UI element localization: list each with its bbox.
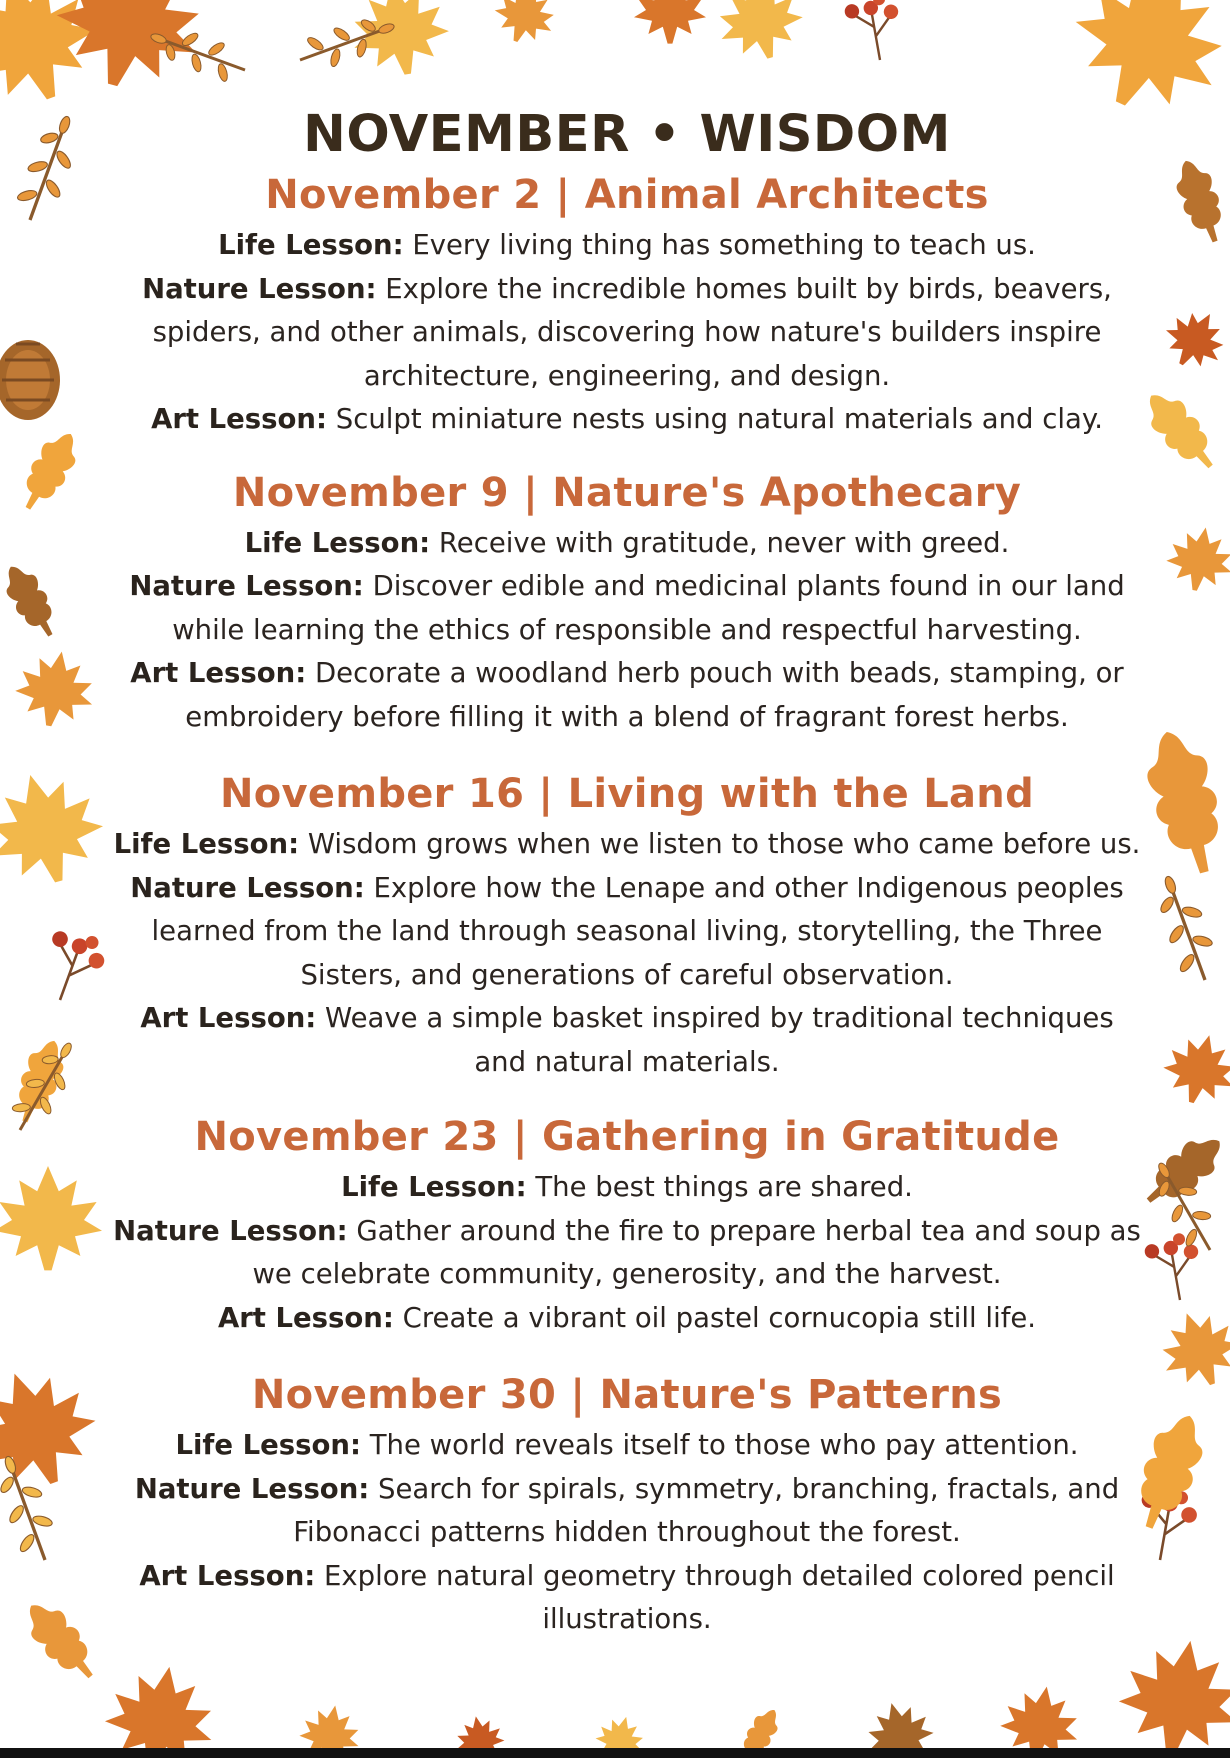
- art-lesson: [112, 1297, 1142, 1341]
- art-lesson: [112, 398, 1142, 442]
- event-heading: November 30 | Nature's Patterns: [251, 1372, 1003, 1418]
- art-lesson-text: Sculpt miniature nests using natural materials and clay.: [335, 403, 1103, 435]
- life-lesson-label: Life Lesson:: [218, 229, 404, 261]
- event-heading: November 23 | Gathering in Gratitude: [194, 1114, 1060, 1160]
- schedule-content: [112, 102, 1142, 1642]
- nature-lesson-text: Discover edible and medicinal plants found in our land while learning the ethics of responsible and respectful harvesting.: [172, 570, 1125, 646]
- nature-lesson-text: Gather around the fire to prepare herbal tea and soup as we celebrate community, generosity, and the harvest.: [252, 1214, 1141, 1290]
- nature-lesson-text: Search for spirals, symmetry, branching, fractals, and Fibonacci patterns hidden throughout the forest.: [293, 1472, 1120, 1548]
- event-november-16: [112, 765, 1142, 1084]
- art-lesson-label: Art Lesson:: [130, 657, 307, 689]
- life-lesson: [112, 823, 1142, 867]
- art-lesson-text: Create a vibrant oil pastel cornucopia still life.: [402, 1301, 1037, 1334]
- event-november-9: [112, 464, 1142, 740]
- bottom-edge-bar: [0, 1748, 1230, 1758]
- nature-lesson: [112, 1210, 1142, 1297]
- event-november-23: [112, 1108, 1142, 1340]
- art-lesson: [112, 997, 1142, 1084]
- nature-lesson-label: Nature Lesson:: [129, 570, 364, 602]
- nature-lesson: [112, 565, 1142, 652]
- event-heading: November 2 | Animal Architects: [265, 172, 989, 218]
- pinecone-icon: [0, 340, 60, 420]
- life-lesson: [112, 224, 1142, 268]
- nature-lesson-text: Explore how the Lenape and other Indigenous peoples learned from the land through seasonal living, storytelling, the Three Sisters, and generations of careful observation.: [151, 871, 1124, 991]
- nature-lesson-label: Nature Lesson:: [113, 1214, 348, 1247]
- life-lesson-text: Wisdom grows when we listen to those who came before us.: [307, 828, 1141, 860]
- art-lesson-label: Art Lesson:: [139, 1559, 316, 1592]
- nature-lesson: [112, 1468, 1142, 1555]
- art-lesson-text: Explore natural geometry through detailed colored pencil illustrations.: [324, 1559, 1115, 1635]
- event-november-2: [112, 166, 1142, 442]
- event-november-30: [112, 1366, 1142, 1642]
- life-lesson-text: The best things are shared.: [535, 1171, 913, 1203]
- life-lesson-text: Receive with gratitude, never with greed.: [438, 526, 1010, 559]
- event-heading: November 9 | Nature's Apothecary: [232, 469, 1022, 516]
- life-lesson-label: Life Lesson:: [113, 828, 300, 860]
- art-lesson: [112, 1555, 1142, 1642]
- life-lesson-text: Every living thing has something to teach us.: [412, 229, 1036, 261]
- nature-lesson: [112, 867, 1142, 998]
- page-title: NOVEMBER • WISDOM: [303, 105, 951, 164]
- life-lesson: [112, 1166, 1142, 1210]
- life-lesson-label: Life Lesson:: [175, 1429, 361, 1461]
- life-lesson-label: Life Lesson:: [244, 526, 431, 559]
- life-lesson: [112, 522, 1142, 566]
- life-lesson-text: The world reveals itself to those who pay attention.: [369, 1429, 1079, 1461]
- art-lesson: [112, 652, 1142, 739]
- nature-lesson-label: Nature Lesson:: [142, 272, 377, 305]
- art-lesson-text: Weave a simple basket inspired by traditional techniques and natural materials.: [325, 1002, 1114, 1078]
- life-lesson: [112, 1424, 1142, 1468]
- art-lesson-label: Art Lesson:: [151, 403, 328, 435]
- life-lesson-label: Life Lesson:: [341, 1171, 527, 1203]
- nature-lesson-text: Explore the incredible homes built by birds, beavers, spiders, and other animals, discovering how nature's builders inspire architecture, engineering, and design.: [152, 272, 1112, 392]
- nature-lesson-label: Nature Lesson:: [130, 871, 365, 904]
- event-heading: November 16 | Living with the Land: [219, 771, 1035, 817]
- art-lesson-label: Art Lesson:: [140, 1002, 317, 1034]
- art-lesson-text: Decorate a woodland herb pouch with beads, stamping, or embroidery before filling it with a blend of fragrant forest herbs.: [185, 657, 1124, 733]
- nature-lesson: [112, 268, 1142, 399]
- art-lesson-label: Art Lesson:: [217, 1301, 394, 1334]
- nature-lesson-label: Nature Lesson:: [134, 1472, 370, 1505]
